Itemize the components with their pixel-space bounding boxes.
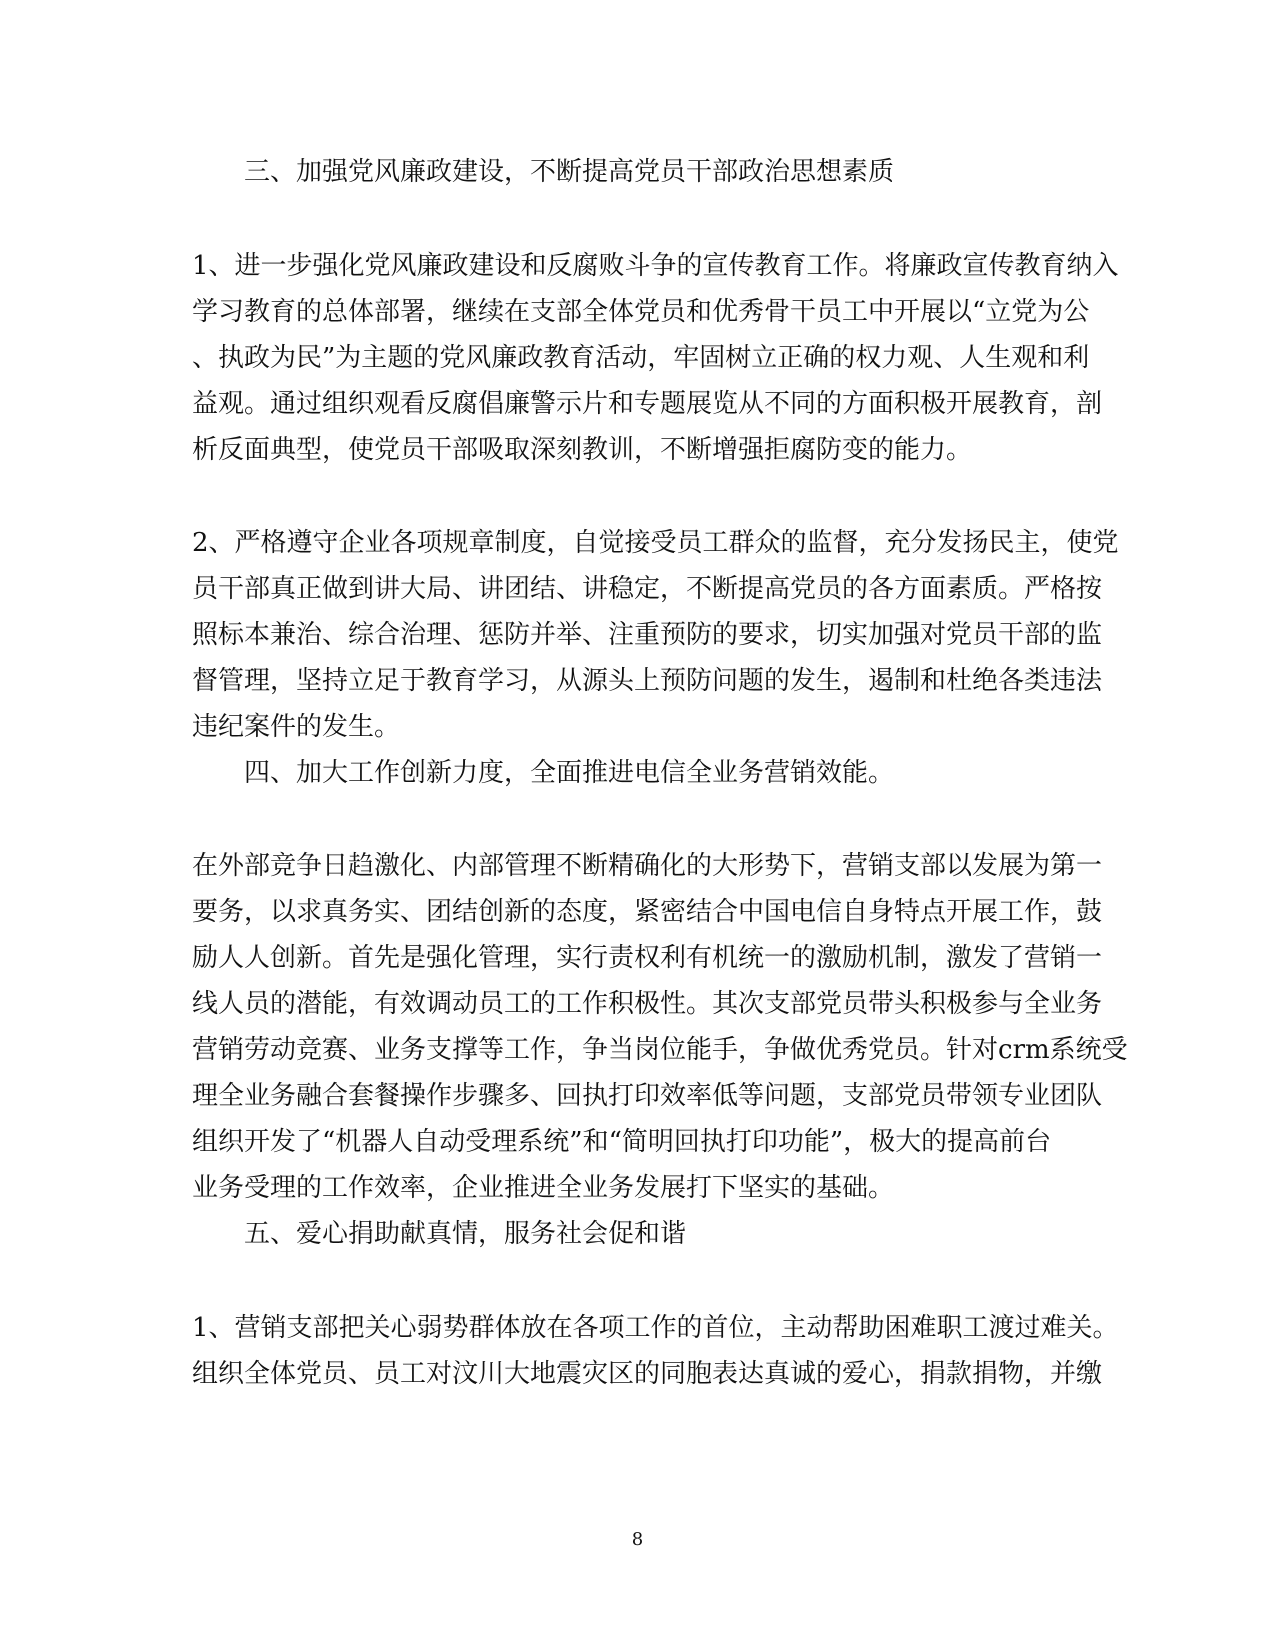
- paragraph-line: 、执政为民”为主题的党风廉政教育活动，牢固树立正确的权力观、人生观和利: [192, 343, 1090, 373]
- paragraph-line: 要务，以求真务实、团结创新的态度，紧密结合中国电信自身特点开展工作，鼓: [192, 897, 1103, 927]
- paragraph-line: 励人人创新。首先是强化管理，实行责权利有机统一的激励机制，激发了营销一: [192, 943, 1103, 973]
- paragraph-line: 2、严格遵守企业各项规章制度，自觉接受员工群众的监督，充分发扬民主，使党: [192, 528, 1119, 558]
- paragraph-line: 1、营销支部把关心弱势群体放在各项工作的首位，主动帮助困难职工渡过难关。: [192, 1313, 1119, 1343]
- paragraph-line: 员干部真正做到讲大局、讲团结、讲稳定，不断提高党员的各方面素质。严格按: [192, 574, 1103, 604]
- paragraph-line: 线人员的潜能，有效调动员工的工作积极性。其次支部党员带头积极参与全业务: [192, 989, 1103, 1019]
- paragraph-line: 益观。通过组织观看反腐倡廉警示片和专题展览从不同的方面积极开展教育，剖: [192, 389, 1103, 419]
- paragraph-line: 督管理，坚持立足于教育学习，从源头上预防问题的发生，遏制和杜绝各类违法: [192, 666, 1103, 696]
- paragraph-line: 营销劳动竞赛、业务支撑等工作，争当岗位能手，争做优秀党员。针对crm系统受: [192, 1035, 1128, 1065]
- paragraph-line: 学习教育的总体部署，继续在支部全体党员和优秀骨干员工中开展以“立党为公: [192, 297, 1090, 327]
- paragraph-line: 1、进一步强化党风廉政建设和反腐败斗争的宣传教育工作。将廉政宣传教育纳入: [192, 251, 1119, 281]
- page-number: 8: [631, 1529, 644, 1550]
- paragraph-line: 照标本兼治、综合治理、惩防并举、注重预防的要求，切实加强对党员干部的监: [192, 620, 1103, 650]
- paragraph-line: 业务受理的工作效率，企业推进全业务发展打下坚实的基础。: [192, 1173, 895, 1203]
- paragraph-line: 组织开发了“机器人自动受理系统”和“简明回执打印功能”，极大的提高前台: [192, 1127, 1052, 1157]
- paragraph-line: 违纪案件的发生。: [192, 712, 401, 742]
- paragraph-line: 理全业务融合套餐操作步骤多、回执打印效率低等问题，支部党员带领专业团队: [192, 1081, 1103, 1111]
- paragraph-line: 在外部竞争日趋激化、内部管理不断精确化的大形势下，营销支部以发展为第一: [192, 851, 1103, 881]
- paragraph-line: 析反面典型，使党员干部吸取深刻教训，不断增强拒腐防变的能力。: [192, 435, 973, 465]
- section-heading-4: 四、加大工作创新力度，全面推进电信全业务营销效能。: [244, 758, 895, 788]
- section-heading-3: 三、加强党风廉政建设，不断提高党员干部政治思想素质: [244, 157, 895, 187]
- section-heading-5: 五、爱心捐助献真情，服务社会促和谐: [244, 1219, 687, 1249]
- paragraph-line: 组织全体党员、员工对汶川大地震灾区的同胞表达真诚的爱心，捐款捐物，并缴: [192, 1359, 1103, 1389]
